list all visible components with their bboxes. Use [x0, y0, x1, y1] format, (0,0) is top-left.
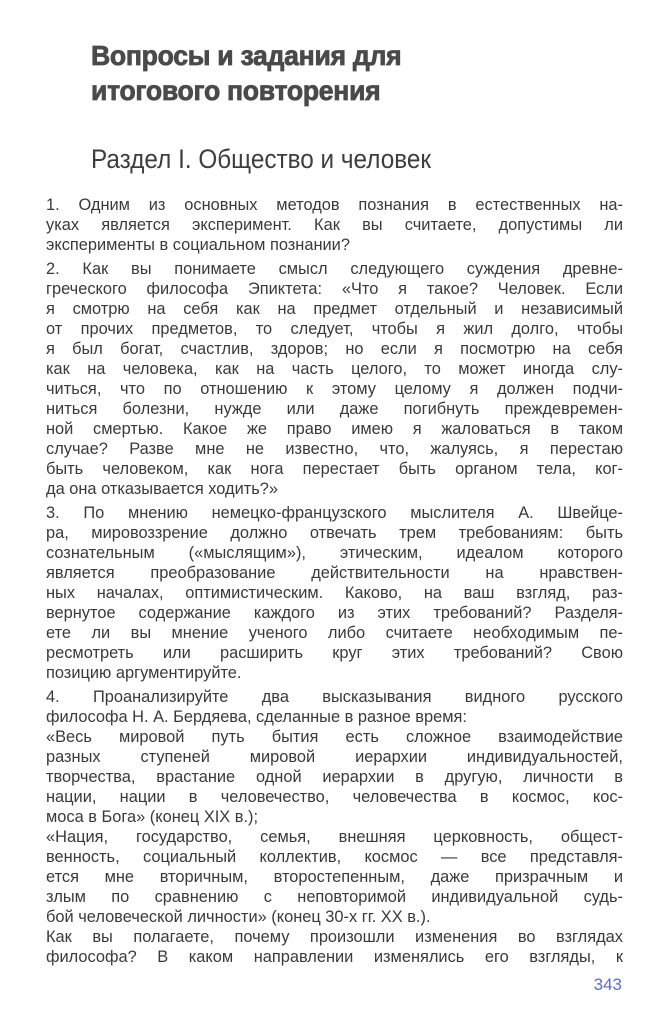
text-line: сознательным («мыслящим»), этическим, идеалом которого	[46, 544, 623, 562]
text-line: греческого философа Эпиктета: «Что я такое? Человек. Если	[46, 280, 623, 298]
text-line: да она отказывается ходить?»	[46, 480, 279, 498]
page-number: 343	[593, 975, 622, 994]
text-line: ниться болезни, нужде или даже погибнуть преждевремен-	[46, 400, 623, 418]
text-line: 2. Как вы понимаете смысл следующего суждения древне-	[46, 260, 623, 278]
text-line: моса в Бога» (конец XIX в.);	[46, 808, 259, 826]
paragraph	[46, 827, 623, 927]
text-line: венность, социальный коллектив, космос — все представля-	[46, 848, 623, 866]
paragraph	[46, 195, 623, 255]
text-line: ете ли вы мнение ученого либо считаете необходимым пе-	[46, 624, 623, 642]
text-line: 1. Одним из основных методов познания в естественных на-	[46, 196, 623, 214]
question-1	[46, 195, 623, 255]
text-line: ных началах, оптимистическим. Каково, на ваш взгляд, раз-	[46, 584, 623, 602]
text-line: 3. По мнению немецко-французского мыслителя А. Швейце-	[46, 504, 623, 522]
text-line: философа Н. А. Бердяева, сделанные в разное время:	[46, 708, 467, 726]
text-line: ра, мировоззрение должно отвечать трем требованиям: быть	[46, 524, 623, 542]
text-line: «Нация, государство, семья, внешняя церковность, общест-	[46, 828, 623, 846]
text-line: Как вы полагаете, почему произошли изменения во взглядах	[46, 928, 623, 946]
text-line: я смотрю на себя как на предмет отдельный и независимый	[46, 300, 623, 318]
text-line: вернутое содержание каждого из этих требований? Разделя-	[46, 604, 623, 622]
text-line: как на человека, как на часть целого, то может иногда слу-	[46, 360, 623, 378]
page-title	[91, 38, 401, 108]
text-line: ресмотреть или расширить круг этих требований? Свою	[46, 644, 623, 662]
paragraph	[46, 927, 623, 967]
text-line: 4. Проанализируйте два высказывания видного русского	[46, 688, 623, 706]
text-line: от прочих предметов, то следует, чтобы я жил долго, чтобы	[46, 320, 623, 338]
section-heading: Раздел I. Общество и человек	[91, 144, 432, 174]
paragraph	[46, 687, 623, 727]
text-line: является преобразование действительности на нравствен-	[46, 564, 623, 582]
text-line: нации, нации в человечество, человечества в космос, кос-	[46, 788, 623, 806]
text-line: случае? Разве мне не известно, что, жалуясь, я перестаю	[46, 440, 623, 458]
paragraph	[46, 259, 623, 499]
question-3	[46, 503, 623, 683]
text-line: читься, что по отношению к этому целому я должен подчи-	[46, 380, 623, 398]
text-line: злым по сравнению с неповторимой индивидуальной судь-	[46, 888, 623, 906]
text-line: философа? В каком направлении изменялись его взгляды, к	[46, 948, 623, 966]
text-line: бой человеческой личности» (конец 30-х гг. XX в.).	[46, 908, 431, 926]
page-title-line-1: Вопросы и задания для	[91, 40, 402, 71]
text-line: «Весь мировой путь бытия есть сложное взаимодействие	[46, 728, 623, 746]
text-line: ется мне вторичным, второстепенным, даже призрачным и	[46, 868, 623, 886]
question-2	[46, 259, 623, 499]
question-4	[46, 687, 623, 967]
text-line: ной смертью. Какое же право имею я жаловаться в таком	[46, 420, 623, 438]
text-line: творчества, врастание одной иерархии в другую, личности в	[46, 768, 623, 786]
paragraph	[46, 727, 623, 827]
page-title-line-2: итогового повторения	[91, 75, 381, 106]
text-line: разных ступеней мировой иерархии индивидуальностей,	[46, 748, 623, 766]
text-line: быть человеком, как нога перестает быть органом тела, ког-	[46, 460, 623, 478]
text-line: я был богат, счастлив, здоров; но если я посмотрю на себя	[46, 340, 623, 358]
text-line: эксперименты в социальном познании?	[46, 236, 350, 254]
questions-list	[46, 195, 623, 971]
text-line: уках является эксперимент. Как вы считаете, допустимы ли	[46, 216, 623, 234]
text-line: позицию аргументируйте.	[46, 664, 242, 682]
paragraph	[46, 503, 623, 683]
